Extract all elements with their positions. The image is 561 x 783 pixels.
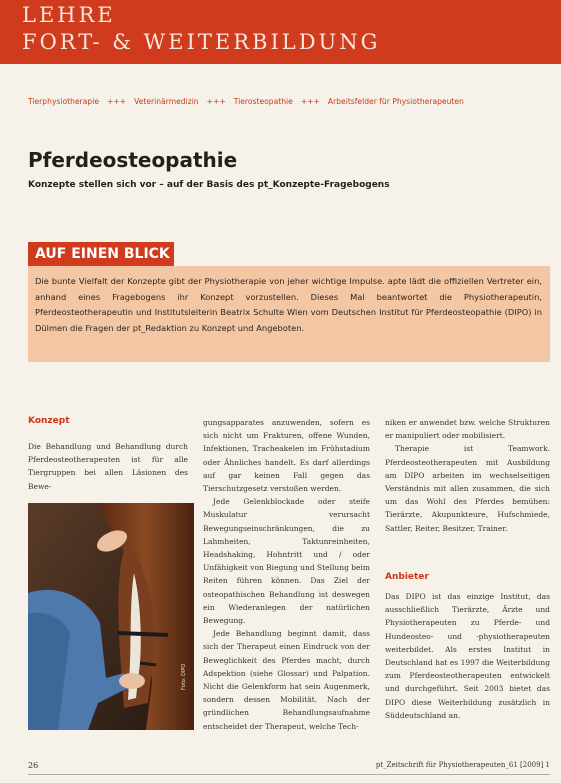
section-banner [0,0,561,64]
glance-heading: AUF EINEN BLICK [28,242,174,266]
topic-separator: +++ [300,96,320,106]
photo-credit: Foto: DIPO [181,663,187,690]
article-title: Pferdeosteopathie [28,148,238,172]
konzept-paragraph-6: Therapie ist Teamwork. Pferdeosteotherapeuten mit Ausbildung am DIPO arbeiten im wechselseitigen Verständnis mit allen zusammen, die sich um das Wohl des Pferdes bemühen: Tierärzte, Akupunkteure, Hufschmiede, Sattler, Reiter, Besitzer, Trainer. [385,444,550,533]
page-footer [28,761,550,773]
konzept-paragraph-5: niken er anwendet bzw. welche Strukturen er manipuliert oder mobilisiert. [385,418,550,441]
topic-veterinaermedizin: Veterinärmedizin [134,96,199,106]
halter-noseband [140,663,156,665]
column-3-anbieter [385,590,550,722]
article-subtitle: Konzepte stellen sich vor – auf der Basis des pt_Konzepte-Fragebogens [28,180,390,190]
horse-photo [28,503,194,730]
topic-separator: +++ [107,96,127,106]
topic-tierphysiotherapie: Tierphysiotherapie [28,96,99,106]
footer-rule [28,774,550,775]
konzept-paragraph-1: Die Behandlung und Behandlung durch Pferdeosteotherapeuten ist für alle Tiergruppen bei allen Läsionen des Bewe- [28,442,188,491]
column-3 [385,416,550,535]
glance-box [28,266,550,362]
banner-line-fortbildung: FORT- & WEITERBILDUNG [22,30,381,54]
topic-separator: +++ [206,96,226,106]
horse-photo-illustration [28,503,194,730]
glance-text: Die bunte Vielfalt der Konzepte gibt der Physiotherapie von jeher wichtige Impulse. apte lädt die offiziellen Vertreter ein, anhand eines Fragebogens ihr Konzept vorzustellen. Dieses Mal beantwortet die Physiotherapeutin, Pferdeosteotherapeutin und Institutsleiterin Beatrix Schulte Wien vom Deutschen Institut für Pferdeosteopathie (DIPO) in Dülmen die Fragen der pt_Redaktion zu Konzept und Angeboten. [35,276,542,333]
halter-strap [118,633,168,635]
topic-breadcrumb [28,95,538,107]
section-heading-konzept: Konzept [28,416,70,426]
section-heading-anbieter: Anbieter [385,572,429,582]
page-number: 26 [28,761,39,770]
konzept-paragraph-2: gungsapparates anzuwenden, sofern es sich nicht um Frakturen, offene Wunden, Infektionen, Tracheakelen im Frühstadium oder Ähnliches handelt. Es darf allerdings auf gar keinen Fall gegen das Tierschutzgesetz verstoßen werden. [203,418,370,494]
konzept-paragraph-4: Jede Behandlung beginnt damit, dass sich der Therapeut einen Eindruck von der Beweglichkeit des Pferdes macht, durch Adspektion (siehe Glossar) und Palpation. Nicht die Gelenkform hat sein Augenmerk, sondern dessen Mobilität. Nach der gründlichen Behandlungsaufnahme entscheidet der Therapeut, welche Tech- [203,629,370,731]
topic-tierosteopathie: Tierosteopathie [233,96,293,106]
konzept-paragraph-3: Jede Gelenkblockade oder steife Muskulatur verursacht Bewegungseinschränkungen, die zu Lahmheiten, Taktunreinheiten, Headshaking, Hohntritt und / oder Unfähigkeit von Biegung und Stellung beim Reiten führen können. Das Ziel der osteopathischen Behandlung ist deswegen ein Wiederanlegen der natürlichen Bewegung. [203,497,370,626]
topic-arbeitsfelder: Arbeitsfelder für Physiotherapeuten [327,96,464,106]
therapist-hand-lower [119,673,145,689]
column-1 [28,440,188,493]
journal-reference: pt_Zeitschrift für Physiotherapeuten_61 [2009] 1 [375,761,550,769]
column-2 [203,416,370,733]
anbieter-paragraph: Das DIPO ist das einzige Institut, das ausschließlich Tierärzte, Ärzte und Physiotherapeuten zu Pferde- und Hundeosteo- und -physiotherapeuten weiterbildet. Als erstes Institut in Deutschland hat es 1997 die Weiterbildung zum Pferdeosteotherapeuten entwickelt und durchgeführt. Seit 2003 bietet das DIPO diese Weiterbildung zusätzlich in Süddeutschland an. [385,592,550,720]
banner-line-lehre: LEHRE [22,3,116,27]
